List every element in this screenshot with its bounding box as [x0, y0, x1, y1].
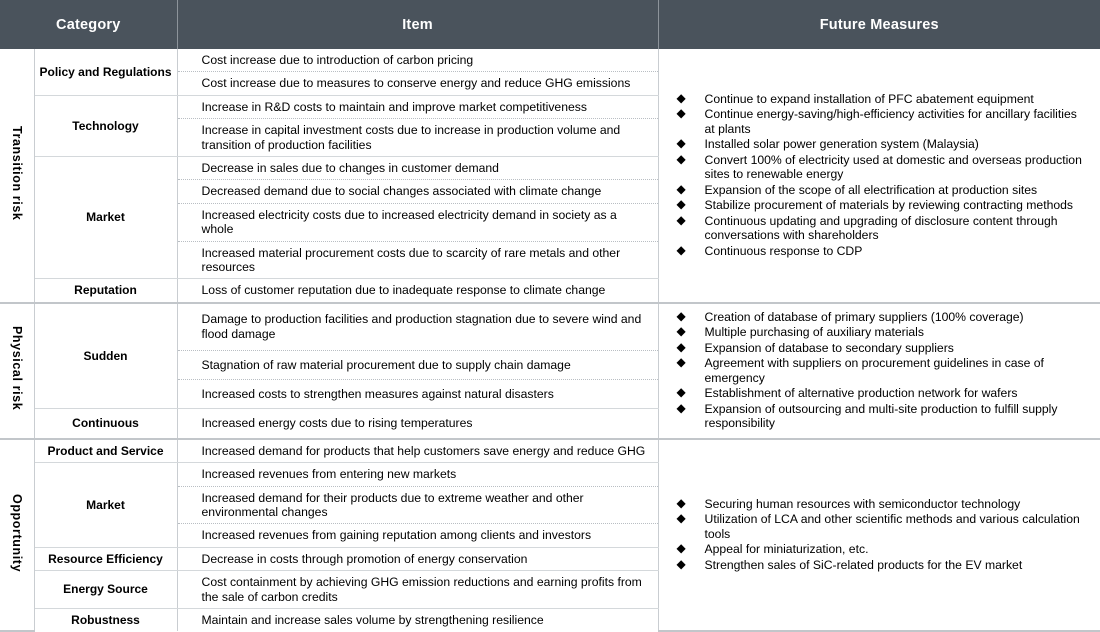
table-header-row — [0, 0, 1100, 49]
diamond-bullet-icon: ◆ — [676, 181, 686, 196]
future-measures-cell — [658, 439, 1100, 632]
diamond-bullet-icon: ◆ — [676, 556, 686, 571]
subcategory-label: Robustness — [71, 612, 140, 627]
subcategory-label: Market — [86, 210, 125, 225]
future-measure-text: Convert 100% of electricity used at domestic and overseas production sites to renewable energy — [704, 152, 1082, 182]
diamond-bullet-icon: ◆ — [676, 400, 686, 415]
diamond-bullet-icon: ◆ — [676, 511, 686, 526]
future-measure-text: Expansion of outsourcing and multi-site production to fulfill supply responsibility — [704, 401, 1058, 431]
future-measure-item — [677, 512, 1087, 541]
diamond-bullet-icon: ◆ — [676, 90, 686, 105]
item-text: Increased revenues from gaining reputation among clients and investors — [201, 528, 592, 543]
diamond-bullet-icon: ◆ — [676, 339, 686, 354]
future-measure-text: Creation of database of primary suppliers (100% coverage) — [704, 309, 1024, 324]
item-cell — [177, 303, 658, 351]
subcategory-label: Policy and Regulations — [39, 64, 172, 79]
future-measure-item — [677, 497, 1087, 512]
future-measures-list — [677, 92, 1087, 259]
item-cell — [177, 524, 658, 547]
item-text: Decreased demand due to social changes associated with climate change — [201, 184, 602, 199]
item-text: Cost increase due to introduction of carbon pricing — [201, 53, 474, 67]
subcategory-label-cell — [34, 49, 177, 95]
future-measure-item — [677, 244, 1087, 259]
item-cell — [177, 547, 658, 570]
diamond-bullet-icon: ◆ — [676, 541, 686, 556]
future-measure-item — [677, 183, 1087, 198]
future-measure-text: Appeal for miniaturization, etc. — [704, 542, 869, 557]
item-text: Increased revenues from entering new markets — [201, 467, 457, 482]
column-header-item: Item — [177, 0, 658, 49]
item-cell — [177, 156, 658, 179]
future-measure-text: Expansion of database to secondary suppliers — [704, 340, 954, 355]
future-measures-cell — [658, 49, 1100, 303]
diamond-bullet-icon: ◆ — [676, 324, 686, 339]
future-measure-item — [677, 214, 1087, 243]
item-cell — [177, 95, 658, 118]
group-label: Transition risk — [9, 125, 24, 221]
subcategory-label: Energy Source — [63, 582, 148, 597]
item-cell — [177, 72, 658, 95]
future-measure-item — [677, 402, 1087, 431]
diamond-bullet-icon: ◆ — [676, 151, 686, 166]
subcategory-label-cell — [34, 439, 177, 463]
future-measure-item — [677, 386, 1087, 401]
item-text: Increase in capital investment costs due to increase in production volume and transition of production facilities — [201, 123, 621, 152]
future-measure-text: Continuous response to CDP — [704, 243, 863, 258]
item-text: Decrease in costs through promotion of energy conservation — [201, 551, 528, 566]
subcategory-label-cell — [34, 95, 177, 156]
item-text: Stagnation of raw material procurement due to supply chain damage — [201, 357, 571, 372]
item-text: Increased energy costs due to rising temperatures — [201, 416, 473, 431]
group-label-cell — [0, 303, 34, 439]
future-measure-item — [677, 107, 1087, 136]
future-measure-item — [677, 153, 1087, 182]
subcategory-label: Product and Service — [47, 443, 164, 458]
future-measure-item — [677, 356, 1087, 385]
item-cell — [177, 439, 658, 463]
diamond-bullet-icon: ◆ — [676, 106, 686, 121]
future-measure-text: Multiple purchasing of auxiliary materials — [704, 325, 924, 340]
item-text: Damage to production facilities and production stagnation due to severe wind and flood damage — [201, 312, 642, 341]
future-measure-text: Establishment of alternative production network for wafers — [704, 386, 1018, 401]
future-measure-item — [677, 92, 1087, 107]
future-measures-list — [677, 497, 1087, 573]
item-text: Increased demand for products that help customers save energy and reduce GHG — [201, 443, 646, 458]
item-text: Increased electricity costs due to increased electricity demand in society as a whole — [201, 207, 617, 237]
item-cell — [177, 241, 658, 279]
diamond-bullet-icon: ◆ — [676, 197, 686, 212]
future-measure-item — [677, 542, 1087, 557]
group-label: Physical risk — [9, 326, 24, 411]
future-measures-cell — [658, 303, 1100, 439]
item-text: Increased costs to strengthen measures against natural disasters — [201, 387, 554, 402]
table-row — [0, 49, 1100, 72]
subcategory-label: Sudden — [83, 348, 128, 363]
item-cell — [177, 279, 658, 303]
item-cell — [177, 351, 658, 380]
subcategory-label: Continuous — [72, 416, 139, 431]
item-text: Cost increase due to measures to conserve energy and reduce GHG emissions — [201, 76, 631, 91]
item-cell — [177, 203, 658, 241]
item-cell — [177, 380, 658, 409]
future-measure-item — [677, 137, 1087, 152]
subcategory-label-cell — [34, 463, 177, 548]
subcategory-label-cell — [34, 409, 177, 439]
group-label-cell — [0, 439, 34, 632]
future-measure-text: Strengthen sales of SiC-related products for the EV market — [704, 557, 1023, 572]
future-measure-text: Expansion of the scope of all electrification at production sites — [704, 182, 1038, 197]
future-measure-item — [677, 310, 1087, 325]
column-header-category: Category — [0, 0, 177, 49]
future-measure-text: Agreement with suppliers on procurement guidelines in case of emergency — [704, 356, 1044, 385]
table-row — [0, 303, 1100, 351]
future-measure-item — [677, 198, 1087, 213]
diamond-bullet-icon: ◆ — [676, 212, 686, 227]
item-cell — [177, 486, 658, 524]
future-measure-item — [677, 341, 1087, 356]
future-measure-text: Continue energy-saving/high-efficiency activities for ancillary facilities at plants — [704, 107, 1077, 136]
diamond-bullet-icon: ◆ — [676, 242, 686, 257]
subcategory-label-cell — [34, 571, 177, 609]
diamond-bullet-icon: ◆ — [676, 308, 686, 323]
future-measure-item — [677, 558, 1087, 573]
future-measure-text: Continuous updating and upgrading of disclosure content through conversations with shareholders — [704, 213, 1058, 243]
column-header-future-measures: Future Measures — [658, 0, 1100, 49]
item-cell — [177, 180, 658, 203]
subcategory-label-cell — [34, 547, 177, 570]
subcategory-label: Reputation — [74, 283, 137, 298]
subcategory-label-cell — [34, 303, 177, 409]
diamond-bullet-icon: ◆ — [676, 136, 686, 151]
subcategory-label-cell — [34, 156, 177, 278]
item-cell — [177, 49, 658, 72]
item-cell — [177, 571, 658, 609]
diamond-bullet-icon: ◆ — [676, 385, 686, 400]
future-measure-item — [677, 325, 1087, 340]
subcategory-label-cell — [34, 279, 177, 303]
item-cell — [177, 463, 658, 486]
item-text: Increased material procurement costs due to scarcity of rare metals and other resources — [201, 245, 621, 274]
subcategory-label: Technology — [72, 118, 139, 133]
future-measures-list — [677, 310, 1087, 431]
diamond-bullet-icon: ◆ — [676, 495, 686, 510]
future-measure-text: Securing human resources with semiconductor technology — [704, 496, 1021, 511]
item-text: Increase in R&D costs to maintain and improve market competitiveness — [201, 99, 587, 114]
future-measure-text: Installed solar power generation system (Malaysia) — [704, 137, 979, 152]
item-text: Cost containment by achieving GHG emission reductions and earning profits from the sale of carbon credits — [201, 575, 642, 604]
item-cell — [177, 608, 658, 631]
future-measure-text: Continue to expand installation of PFC abatement equipment — [704, 91, 1034, 106]
subcategory-label-cell — [34, 608, 177, 631]
group-label-cell — [0, 49, 34, 303]
item-text: Decrease in sales due to changes in customer demand — [201, 160, 499, 175]
subcategory-label: Market — [86, 497, 125, 512]
item-cell — [177, 409, 658, 439]
item-cell — [177, 119, 658, 157]
item-text: Increased demand for their products due to extreme weather and other environmental changes — [201, 490, 584, 519]
item-text: Loss of customer reputation due to inadequate response to climate change — [201, 283, 606, 298]
subcategory-label: Resource Efficiency — [48, 551, 163, 566]
table-row — [0, 439, 1100, 463]
group-label: Opportunity — [9, 493, 24, 572]
future-measure-text: Stabilize procurement of materials by reviewing contracting methods — [704, 198, 1074, 213]
future-measure-text: Utilization of LCA and other scientific methods and various calculation tools — [704, 512, 1080, 541]
item-text: Maintain and increase sales volume by strengthening resilience — [201, 612, 544, 627]
diamond-bullet-icon: ◆ — [676, 355, 686, 370]
